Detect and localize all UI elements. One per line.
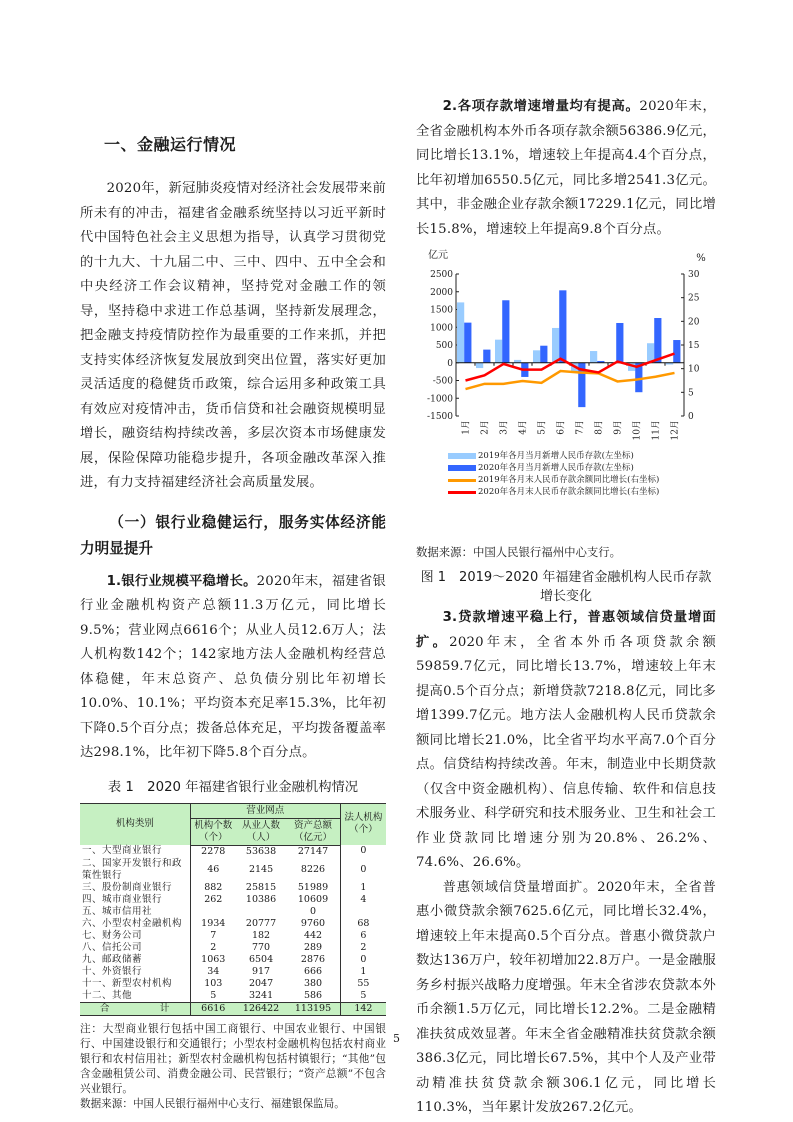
category-label: 1月	[461, 420, 472, 435]
cell-name: 十、外资银行	[80, 966, 190, 978]
header-group: 营业网点	[190, 803, 340, 818]
cell-assets: 2876	[286, 954, 340, 966]
legend-item	[448, 462, 716, 474]
total-assets: 113195	[286, 1002, 340, 1015]
category-label: 4月	[518, 420, 529, 435]
cell-assets: 442	[286, 930, 340, 942]
category-label: 2月	[480, 420, 491, 435]
cell-assets: 9760	[286, 918, 340, 930]
table-note	[80, 1022, 386, 1112]
total-count: 6616	[190, 1002, 236, 1015]
right-tick-label: 25	[688, 293, 700, 304]
bar	[502, 300, 509, 362]
cell-staff	[236, 906, 286, 918]
category-label: 7月	[575, 420, 586, 435]
cell-name: 八、信托公司	[80, 942, 190, 954]
header-legal: 法人机构（个）	[340, 803, 386, 845]
cell-count: 882	[204, 881, 223, 893]
total-name: 合 计	[80, 1002, 190, 1015]
cell-legal: 6	[360, 929, 367, 941]
cell-staff: 6504	[248, 953, 274, 965]
paragraph-lead: 1.银行业规模平稳增长。	[106, 573, 257, 589]
subsection-title: （一）银行业稳健运行，服务实体经济能力明显提升	[80, 513, 386, 557]
bar	[533, 350, 540, 362]
cell-staff: 20777	[245, 917, 277, 929]
cell-count: 7	[210, 929, 217, 941]
legend-line-swatch	[448, 479, 476, 482]
cell-count: 2	[210, 941, 217, 953]
category-label: 3月	[499, 420, 510, 435]
cell-name: 七、财务公司	[80, 930, 190, 942]
legend-item	[448, 450, 716, 462]
deposit-growth-chart	[416, 246, 716, 536]
right-tick-label: 0	[688, 412, 694, 422]
left-tick-label: 2000	[430, 287, 453, 298]
cell-name: 九、邮政储蓄	[80, 954, 190, 966]
table-row	[80, 882, 386, 894]
cell-assets: 380	[286, 978, 340, 990]
table-row	[80, 942, 386, 954]
note-text: 注：大型商业银行包括中国工商银行、中国农业银行、中国银行、中国建设银行和交通银行；小型农村金融机构包括农村商业银行和农村信用社；新型农村金融机构包括村镇银行；“其他”包含金融租赁公司、消费金融公司、民营银行；“资产总额”不包含兴业银行。	[80, 1022, 386, 1095]
category-label: 12月	[670, 420, 681, 441]
cell-assets: 289	[286, 942, 340, 954]
page-number: 5	[393, 1032, 400, 1045]
cell-staff: 917	[251, 965, 271, 977]
bar	[457, 302, 464, 362]
right-tick-label: 10	[688, 364, 700, 375]
left-tick-label: -500	[432, 376, 453, 387]
bar	[495, 340, 502, 363]
cell-staff: 182	[251, 929, 271, 941]
header-count: 机构个数（个）	[190, 818, 236, 845]
cell-name: 一、大型商业银行	[80, 845, 190, 858]
table-row	[80, 966, 386, 978]
cell-count: 103	[204, 977, 223, 989]
category-label: 10月	[632, 420, 643, 441]
cell-count: 46	[207, 863, 220, 875]
bar	[540, 346, 547, 363]
cell-assets: 586	[286, 990, 340, 1003]
cell-name: 四、城市商业银行	[80, 894, 190, 906]
cell-legal: 2	[360, 941, 367, 953]
table-total-row	[80, 1002, 386, 1015]
bar	[483, 350, 490, 363]
legend-label: 2020年各月末人民币存款余额同比增长(右坐标)	[478, 487, 660, 497]
cell-count: 2278	[201, 845, 226, 857]
category-label: 5月	[537, 420, 548, 435]
intro-paragraph: 2020年，新冠肺炎疫情对经济社会发展带来前所未有的冲击，福建省金融系统坚持以习近平新时代中国特色社会主义思想为指导，认真学习贯彻党的十九大、十九届二中、三中、四中、五中全会和中央经济工作会议精神，坚持党对金融工作的领导，坚持稳中求进工作总基调，坚持新发展理念，把金融支持疫情防控作为最重要的工作来抓，并把支持实体经济恢复发展放到突出位置，落实好更加灵活适度的稳健货币政策，综合运用多种政策工具有效应对疫情冲击，货币信贷和社会融资规模明显增长，融资结构持续改善，多层次资本市场健康发展，保险保障功能稳步提升，各项金融改革深入推进，有力支持福建经济社会高质量发展。	[80, 181, 386, 490]
cell-staff: 2047	[248, 977, 274, 989]
left-tick-label: 1000	[430, 323, 453, 334]
table-row	[80, 930, 386, 942]
bar	[464, 323, 471, 363]
legend-line-swatch	[448, 491, 476, 494]
legend-item	[448, 474, 716, 486]
cell-legal	[340, 906, 386, 918]
cell-count	[190, 906, 236, 918]
bar	[616, 323, 623, 363]
cell-name: 五、城市信用社	[80, 906, 190, 918]
cell-legal: 0	[360, 863, 367, 875]
left-axis-label: 亿元	[428, 250, 448, 261]
header-assets: 资产总额（亿元）	[286, 818, 340, 845]
paragraph-body: 2020年末，全省本外币各项贷款余额59859.7亿元，同比增长13.7%，增速较上年末提高0.5个百分点；新增贷款7218.8亿元，同比多增1399.7亿元。地方法人金融机构人民币贷款余额同比增长21.0%，比全省平均水平高7.0个百分点。信贷结构持续改善。年末，制造业中长期贷款（仅含中资金融机构）、信息传输、软件和信息技术服务业、科学研究和技术服务业、卫生和社会工作业贷款同比增速分别为20.8%、26.2%、74.6%、26.6%。	[416, 634, 716, 870]
total-staff: 126422	[236, 1002, 286, 1015]
header-staff: 从业人数（人）	[236, 818, 286, 845]
cell-count: 1063	[201, 953, 226, 965]
table-row	[80, 978, 386, 990]
paragraph-body: 2020年末，福建省银行业金融机构资产总额11.3万亿元，同比增长9.5%；营业网点6616个；从业人员12.6万人；法人机构数142个；142家地方法人金融机构经营总体稳健，年末总资产、总负债分别比年初增长10.0%、10.1%；平均资本充足率15.3%，比年初下降0.5个百分点；拨备总体充足，平均拨备覆盖率达298.1%，比年初下降5.8个百分点。	[80, 573, 386, 760]
figure-caption: 图 1 2019～2020 年福建省金融机构人民币存款增长变化	[420, 570, 712, 604]
category-label: 9月	[613, 420, 624, 435]
cell-legal: 4	[360, 893, 367, 905]
cell-legal: 0	[360, 953, 367, 965]
cell-staff: 770	[251, 941, 271, 953]
cell-staff: 3241	[248, 989, 274, 1001]
table-source: 数据来源：中国人民银行福州中心支行、福建银保监局。	[80, 1097, 345, 1110]
cell-staff: 25815	[245, 881, 277, 893]
table-row	[80, 858, 386, 882]
cell-name: 三、股份制商业银行	[80, 882, 190, 894]
table-row	[80, 894, 386, 906]
category-label: 11月	[651, 420, 662, 441]
left-tick-label: 2500	[430, 270, 453, 280]
chart-plot	[416, 246, 716, 446]
cell-assets: 51989	[286, 882, 340, 894]
legend-label: 2019年各月当月新增人民币存款(左坐标)	[478, 451, 634, 461]
paragraph-bank-scale	[80, 570, 386, 766]
right-tick-label: 30	[688, 270, 700, 280]
cell-count: 5	[210, 989, 217, 1001]
left-column	[80, 120, 386, 1112]
left-tick-label: 1500	[430, 305, 453, 316]
cell-count: 1934	[201, 917, 226, 929]
cell-name: 六、小型农村金融机构	[80, 918, 190, 930]
right-tick-label: 5	[688, 388, 694, 399]
cell-assets: 8226	[286, 858, 340, 882]
left-tick-label: 500	[435, 341, 453, 351]
bar	[590, 351, 597, 363]
paragraph-loans	[416, 606, 716, 876]
cell-count: 34	[207, 965, 220, 977]
legend-bar-swatch	[448, 465, 476, 471]
right-column	[416, 95, 716, 1121]
paragraph-deposits	[416, 95, 716, 242]
cell-staff: 10386	[245, 893, 277, 905]
paragraph-body: 2020年末，全省金融机构本外币各项存款余额56386.9亿元，同比增长13.1%，增速较上年提高4.4个百分点，比年初增加6550.5亿元，同比多增2541.3亿元。其中，非金融企业存款余额17229.1亿元，同比增长15.8%，增速较上年提高9.8个百分点。	[416, 99, 716, 237]
cell-legal: 5	[360, 989, 367, 1001]
table-row	[80, 845, 386, 858]
cell-legal: 68	[357, 917, 370, 929]
cell-staff: 2145	[248, 863, 274, 875]
left-tick-label: -1000	[427, 394, 453, 405]
paragraph-inclusive-finance: 普惠领域信贷量增面扩。2020年末，全省普惠小微贷款余额7625.6亿元，同比增长32.4%，增速较上年末提高0.5个百分点。普惠小微贷款户数达136万户，较年初增加22.8万户。一是金融服务乡村振兴战略力度增强。年末全省涉农贷款本外币余额1.5万亿元，同比增长12.2%。二是金融精准扶贫成效显著。年末全省金融精准扶贫贷款余额386.3亿元，同比增长67.5%，其中个人及产业带动精准扶贫贷款余额306.1亿元，同比增长110.3%，当年累计发放267.2亿元。	[416, 879, 716, 1115]
cell-name: 十二、其他	[80, 990, 190, 1003]
cell-count: 262	[204, 893, 223, 905]
legend-label: 2019年各月末人民币存款余额同比增长(右坐标)	[478, 475, 660, 485]
table-row	[80, 906, 386, 918]
bar	[673, 340, 680, 363]
category-label: 8月	[594, 420, 605, 435]
table-row	[80, 954, 386, 966]
paragraph-lead: 3.贷款增速平稳上行，普惠领域信贷量增面扩。	[416, 610, 716, 650]
cell-assets: 10609	[286, 894, 340, 906]
cell-name: 十一、新型农村机构	[80, 978, 190, 990]
paragraph-lead: 2.各项存款增速增量均有提高。	[442, 99, 640, 114]
bar	[559, 290, 566, 362]
cell-assets: 666	[286, 966, 340, 978]
legend-label: 2020年各月当月新增人民币存款(左坐标)	[478, 463, 634, 473]
cell-name: 二、国家开发银行和政策性银行	[80, 858, 190, 882]
cell-legal: 1	[360, 965, 367, 977]
category-label: 6月	[556, 420, 567, 435]
table-row	[80, 918, 386, 930]
chart-source: 数据来源：中国人民银行福州中心支行。	[416, 545, 622, 559]
bank-institutions-table	[80, 803, 386, 1016]
left-tick-label: -1500	[427, 412, 453, 422]
header-category: 机构类别	[80, 803, 190, 845]
section-title: 一、金融运行情况	[104, 135, 237, 154]
cell-assets: 27147	[286, 845, 340, 858]
right-tick-label: 20	[688, 317, 700, 328]
bar	[654, 318, 661, 363]
right-axis-label: %	[696, 253, 706, 264]
right-tick-label: 15	[688, 341, 700, 351]
table-row	[80, 990, 386, 1003]
legend-item	[448, 486, 716, 498]
chart-legend	[416, 450, 716, 498]
cell-legal: 55	[357, 977, 370, 989]
bar	[476, 363, 483, 368]
bar	[552, 328, 559, 363]
cell-staff: 53638	[245, 845, 277, 857]
table-caption: 表 1 2020 年福建省银行业金融机构情况	[107, 779, 359, 795]
line-series	[466, 371, 675, 389]
left-tick-label: 0	[447, 358, 453, 369]
legend-bar-swatch	[448, 453, 476, 459]
cell-legal: 1	[360, 881, 367, 893]
total-legal: 142	[340, 1002, 386, 1015]
cell-assets: 0	[286, 906, 340, 918]
cell-legal: 0	[360, 845, 367, 857]
